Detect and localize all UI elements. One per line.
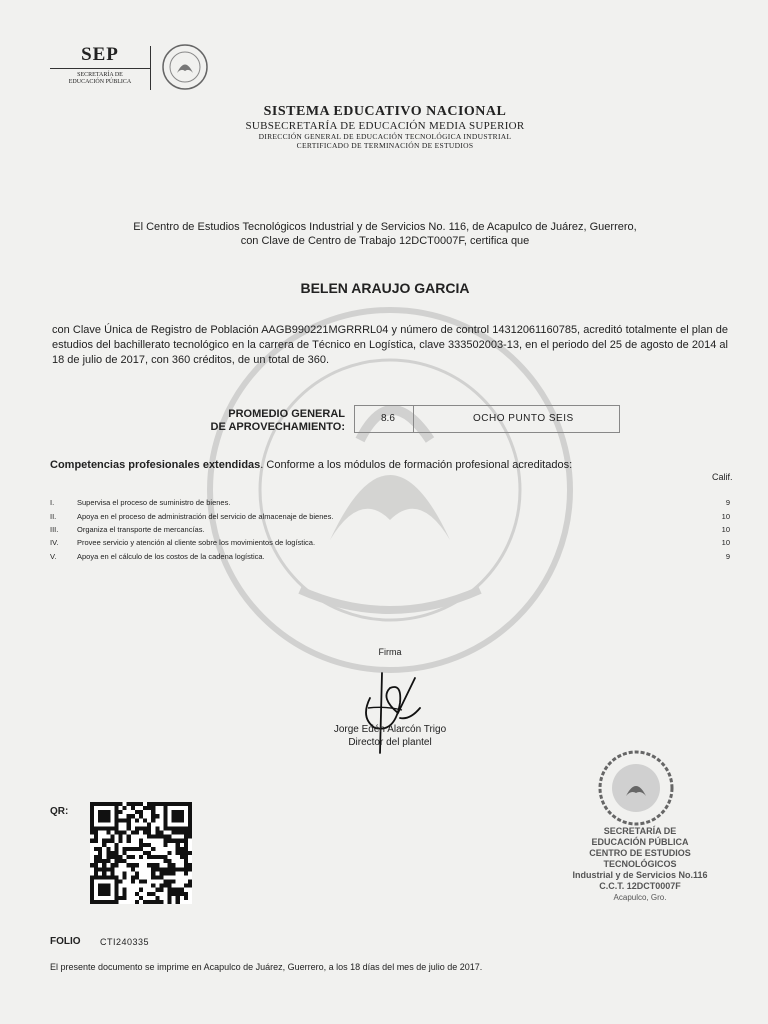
stamp-line-3: CENTRO DE ESTUDIOS (589, 848, 691, 858)
folio-value: CTI240335 (100, 937, 150, 947)
competencia-description: Provee servicio y atención al cliente sobre los movimientos de logística. (77, 538, 316, 547)
promedio-value-text: OCHO PUNTO SEIS (473, 413, 574, 424)
title-subsecretaria: SUBSECRETARÍA DE EDUCACIÓN MEDIA SUPERIOR (245, 120, 525, 132)
student-name: BELEN ARAUJO GARCIA (300, 280, 470, 296)
sep-logo-line (50, 68, 150, 69)
competencia-grade: 10 (721, 538, 730, 547)
signer-name: Jorge Edén Alarcón Trigo (333, 724, 447, 735)
competencias-heading-bold: Competencias profesionales extendidas (50, 459, 261, 471)
competencia-grade: 9 (725, 552, 730, 561)
stamp-line-5: Industrial y de Servicios No.116 (572, 870, 708, 880)
competencia-number: II. (50, 512, 57, 521)
competencia-row (50, 552, 730, 565)
sep-logo (50, 44, 150, 86)
competencias-heading (50, 459, 690, 471)
competencia-description: Apoya en el cálculo de los costos de la cadena logística. (77, 552, 265, 561)
competencia-grade: 9 (725, 498, 730, 507)
competencia-row (50, 538, 730, 551)
calif-label: Calif. (712, 472, 733, 482)
stamp-line-2: EDUCACIÓN PÚBLICA (591, 837, 689, 847)
promedio-label-line-1: PROMEDIO GENERAL (228, 408, 345, 420)
qr-label: QR: (50, 806, 69, 817)
competencia-description: Apoya en el proceso de administración del servicio de almacenaje de bienes. (77, 512, 334, 521)
promedio-label (205, 408, 345, 434)
promedio-box (354, 405, 620, 433)
intro-line-2: con Clave de Centro de Trabajo 12DCT0007F, certifica que (240, 235, 530, 247)
folio-label: FOLIO (50, 936, 81, 947)
competencias-heading-rest: . Conforme a los módulos de formación profesional acreditados: (260, 459, 573, 471)
footer-print-statement: El presente documento se imprime en Acapulco de Juárez, Guerrero, a los 18 días del mes de julio de 2017. (50, 962, 483, 972)
competencia-row (50, 525, 730, 538)
header-divider (150, 46, 151, 90)
stamp-line-7: Acapulco, Gro. (613, 893, 667, 902)
stamp-line-6: C.C.T. 12DCT0007F (599, 881, 681, 891)
sep-logo-title: SEP (81, 44, 119, 65)
signer-title: Director del plantel (348, 737, 432, 748)
competencia-grade: 10 (721, 512, 730, 521)
competencia-number: I. (50, 498, 55, 507)
firma-label: Firma (378, 647, 402, 657)
sep-logo-subtitle-2: EDUCACIÓN PÚBLICA (68, 79, 132, 85)
document-titles (200, 104, 570, 150)
title-direccion: DIRECCIÓN GENERAL DE EDUCACIÓN TECNOLÓGICA INDUSTRIAL (258, 132, 512, 141)
title-sistema-educativo: SISTEMA EDUCATIVO NACIONAL (263, 104, 507, 119)
school-stamp (560, 826, 720, 903)
competencia-grade: 10 (721, 525, 730, 534)
national-seal-icon (160, 42, 210, 92)
intro-line-1: El Centro de Estudios Tecnológicos Industrial y de Servicios No. 116, de Acapulco de Juárez, Guerrero, (133, 221, 637, 233)
competencia-row (50, 512, 730, 525)
promedio-divider (413, 406, 414, 432)
competencia-description: Supervisa el proceso de suministro de bienes. (77, 498, 231, 507)
certificate-details: con Clave Única de Registro de Población AAGB990221MGRRRL04 y número de control 14312061160785, acreditó totalmente el plan de estudios del bachillerato tecnológico en la carrera de Técnico en Logística, clave 333502003-13, en el periodo del 25 de agosto de 2014 al 18 de julio de 2017, con 360 créditos, de un total de 360. (52, 324, 728, 366)
competencia-description: Organiza el transporte de mercancías. (77, 525, 205, 534)
stamp-line-1: SECRETARÍA DE (603, 826, 677, 836)
stamp-seal-icon (596, 748, 676, 828)
intro-text (90, 220, 680, 248)
promedio-value: 8.6 (381, 413, 395, 424)
competencia-number: IV. (50, 538, 59, 547)
sep-logo-subtitle-1: SECRETARÍA DE (77, 72, 123, 78)
title-certificado: CERTIFICADO DE TERMINACIÓN DE ESTUDIOS (296, 141, 474, 150)
competencia-row (50, 498, 730, 511)
qr-code (90, 802, 192, 904)
stamp-line-4: TECNOLÓGICOS (603, 859, 677, 869)
competencia-number: III. (50, 525, 59, 534)
competencia-number: V. (50, 552, 57, 561)
promedio-label-line-2: DE APROVECHAMIENTO: (210, 421, 345, 433)
